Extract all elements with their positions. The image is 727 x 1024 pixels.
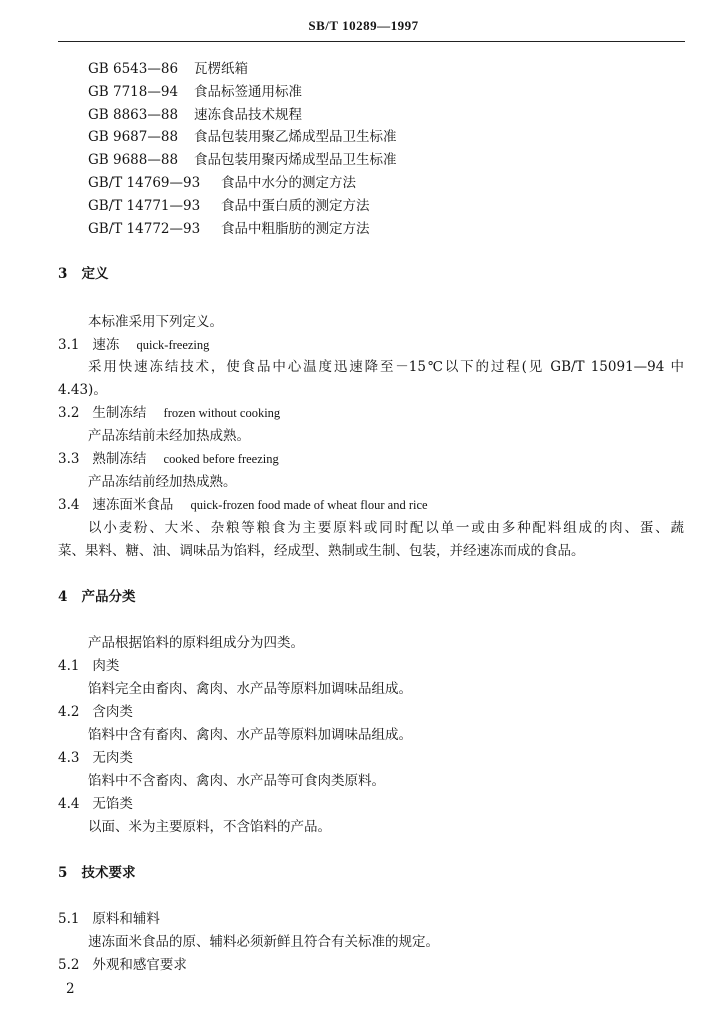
clause-english-term: quick-freezing (136, 338, 210, 352)
clause-term: 生制冻结 (92, 405, 147, 421)
clause-3-3 (58, 450, 279, 468)
clause-5-1 (58, 910, 160, 928)
clause-number: 3.4 (58, 497, 80, 513)
clause-4-2 (58, 703, 133, 721)
reference-code: GB/T 14769—93 (88, 175, 201, 191)
clause-english-term: cooked before freezing (163, 452, 279, 466)
clause-term: 无馅类 (92, 796, 133, 812)
reference-item (88, 151, 397, 169)
section-title: 产品分类 (81, 589, 136, 605)
section-5-heading (58, 864, 136, 882)
standard-number-header: SB/T 10289—1997 (308, 18, 419, 33)
reference-item (88, 60, 248, 78)
reference-item (88, 83, 302, 101)
section-3-heading (58, 265, 109, 283)
reference-title: 食品包装用聚乙烯成型品卫生标准 (194, 129, 397, 145)
clause-number: 5.2 (58, 957, 80, 973)
clause-number: 3.2 (58, 405, 80, 421)
section-number: 5 (58, 865, 68, 881)
clause-3-1 (58, 336, 209, 354)
section-title: 技术要求 (81, 865, 136, 881)
section-4-heading (58, 588, 136, 606)
section-intro: 本标准采用下列定义。 (88, 314, 223, 330)
clause-term: 速冻面米食品 (92, 497, 174, 513)
clause-4-1 (58, 657, 119, 675)
clause-number: 4.2 (58, 704, 80, 720)
reference-title: 速冻食品技术规程 (194, 107, 302, 123)
reference-code: GB/T 14771—93 (88, 198, 201, 214)
clause-3-2 (58, 404, 280, 422)
clause-definition: 采用快速冻结技术，使食品中心温度迅速降至－15℃以下的过程(见 GB/T 15091—94 中 (88, 359, 684, 375)
reference-item (88, 128, 397, 146)
reference-title: 食品标签通用标准 (194, 84, 302, 100)
section-title: 定义 (81, 266, 109, 282)
clause-term: 速冻 (92, 337, 120, 353)
clause-number: 4.3 (58, 750, 80, 766)
clause-number: 5.1 (58, 911, 80, 927)
section-number: 4 (58, 589, 68, 605)
clause-english-term: frozen without cooking (163, 406, 281, 420)
clause-definition: 产品冻结前经加热成熟。 (88, 474, 237, 490)
clause-term: 含肉类 (92, 704, 133, 720)
reference-title: 食品中水分的测定方法 (221, 175, 356, 191)
page-number: 2 (66, 981, 75, 997)
section-number: 3 (58, 266, 68, 282)
reference-title: 食品包装用聚丙烯成型品卫生标准 (194, 152, 397, 168)
section-intro: 产品根据馅料的原料组成分为四类。 (88, 635, 304, 651)
reference-title: 食品中粗脂肪的测定方法 (221, 221, 370, 237)
clause-definition: 以面、米为主要原料，不含馅料的产品。 (88, 819, 331, 835)
reference-code: GB 6543—86 (88, 61, 179, 77)
reference-code: GB 9687—88 (88, 129, 179, 145)
reference-code: GB 8863—88 (88, 107, 179, 123)
reference-code: GB/T 14772—93 (88, 221, 201, 237)
clause-definition: 产品冻结前未经加热成熟。 (88, 428, 250, 444)
clause-number: 3.1 (58, 337, 80, 353)
reference-item (88, 197, 370, 215)
clause-number: 4.4 (58, 796, 80, 812)
clause-term: 无肉类 (92, 750, 133, 766)
clause-definition-continued: 菜、果料、糖、油、调味品为馅料，经成型、熟制或生制、包装，并经速冻而成的食品。 (58, 543, 585, 559)
clause-term: 外观和感官要求 (92, 957, 187, 973)
clause-term: 熟制冻结 (92, 451, 147, 467)
clause-definition: 馅料中不含畜肉、禽肉、水产品等可食肉类原料。 (88, 773, 385, 789)
clause-definition: 速冻面米食品的原、辅料必须新鲜且符合有关标准的规定。 (88, 934, 439, 950)
reference-item (88, 220, 370, 238)
header-rule (58, 41, 685, 42)
clause-term: 原料和辅料 (92, 911, 160, 927)
clause-number: 4.1 (58, 658, 80, 674)
reference-title: 食品中蛋白质的测定方法 (221, 198, 370, 214)
reference-code: GB 7718—94 (88, 84, 179, 100)
clause-4-4 (58, 795, 133, 813)
reference-code: GB 9688—88 (88, 152, 179, 168)
clause-definition: 以小麦粉、大米、杂粮等粮食为主要原料或同时配以单一或由多种配料组成的肉、蛋、蔬 (88, 520, 684, 536)
clause-3-4 (58, 496, 428, 514)
reference-item (88, 106, 302, 124)
clause-english-term: quick-frozen food made of wheat flour and rice (190, 498, 428, 512)
clause-5-2 (58, 956, 187, 974)
clause-definition: 馅料完全由畜肉、禽肉、水产品等原料加调味品组成。 (88, 681, 412, 697)
clause-4-3 (58, 749, 133, 767)
reference-item (88, 174, 356, 192)
clause-number: 3.3 (58, 451, 80, 467)
clause-definition-continued: 4.43)。 (58, 382, 107, 398)
clause-definition: 馅料中含有畜肉、禽肉、水产品等原料加调味品组成。 (88, 727, 412, 743)
reference-title: 瓦楞纸箱 (194, 61, 248, 77)
clause-term: 肉类 (92, 658, 120, 674)
